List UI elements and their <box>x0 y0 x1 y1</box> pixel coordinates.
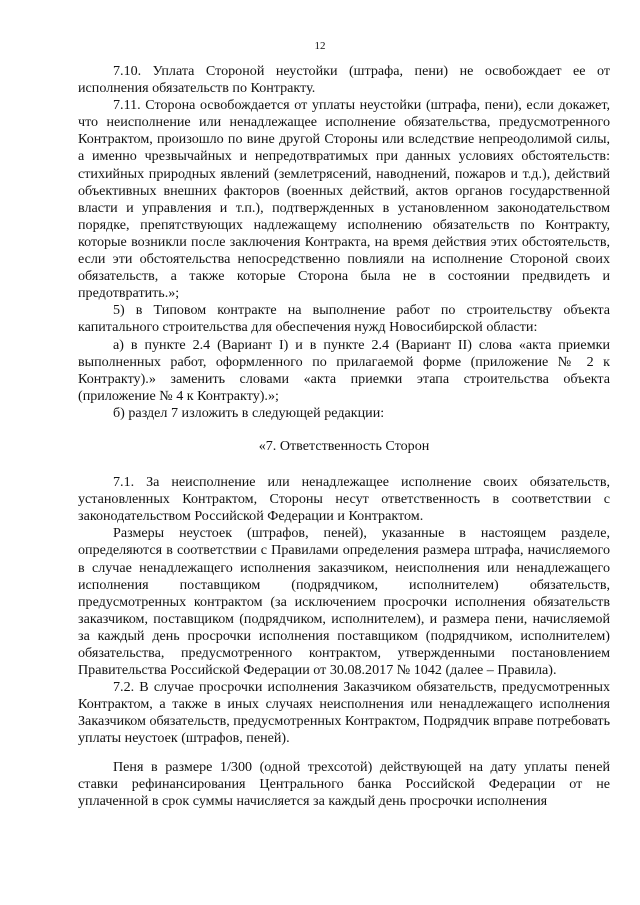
paragraph-penalty-rate: Пеня в размере 1/300 (одной трехсотой) действующей на дату уплаты пеней ставки рефинансирования Центрального банка Российской Федерации от не уплаченной в срок суммы начисляется за каждый день просрочки исполнения <box>78 758 610 809</box>
paragraph-7-1: 7.1. За неисполнение или ненадлежащее исполнение своих обязательств, установленных Контрактом, Стороны несут ответственность в соответствии с законодательством Российской Федерации и Контрактом. <box>78 474 610 525</box>
document-body <box>78 63 610 810</box>
paragraph-item-5: 5) в Типовом контракте на выполнение работ по строительству объекта капитального строительства для обеспечения нужд Новосибирской области: <box>78 302 610 336</box>
paragraph-7-2: 7.2. В случае просрочки исполнения Заказчиком обязательств, предусмотренных Контрактом, а также в иных случаях неисполнения или ненадлежащего исполнения Заказчиком обязательств, предусмотренных Контрактом, Подрядчик вправе потребовать уплаты неустоек (штрафов, пеней). <box>78 679 610 747</box>
paragraph-gap <box>78 748 610 759</box>
paragraph-7-11: 7.11. Сторона освобождается от уплаты неустойки (штрафа, пени), если докажет, что неисполнение или ненадлежащее исполнение обязательства, предусмотренного Контрактом, произошло по вине другой Стороны или вследствие непреодолимой силы, а именно чрезвычайных и непредотвратимых при данных условиях обстоятельств: стихийных природных явлений (землетрясений, наводнений, пожаров и т.д.), действий объективных внешних факторов (военных действий, актов органов государственной власти и управления и т.п.), подтвержденных в установленном законодательством порядке, препятствующих надлежащему исполнению обязательств по Контракту, которые возникли после заключения Контракта, на время действия этих обстоятельств, если эти обстоятельства непосредственно повлияли на исполнение Стороной своих обязательств, а также которые Сторона была не в состоянии предвидеть и предотвратить.»; <box>78 97 610 302</box>
paragraph-subitem-b: б) раздел 7 изложить в следующей редакции: <box>113 404 385 421</box>
section-heading: «7. Ответственность Сторон <box>258 437 430 454</box>
paragraph-subitem-a: а) в пункте 2.4 (Вариант I) и в пункте 2.4 (Вариант II) слова «акта приемки выполненных работ, оформленного по прилагаемой форме (приложение № 2 к Контракту).» заменить словами «акта приемки этапа строительства объекта (приложение № 4 к Контракту).»; <box>78 336 610 404</box>
paragraph-7-10: 7.10. Уплата Стороной неустойки (штрафа, пени) не освобождает ее от исполнения обязательств по Контракту. <box>78 63 610 97</box>
paragraph-penalty-sizes: Размеры неустоек (штрафов, пеней), указанные в настоящем разделе, определяются в соответствии с Правилами определения размера штрафа, начисляемого в случае ненадлежащего исполнения заказчиком, неисполнения или ненадлежащего исполнения поставщиком (подрядчиком, исполнителем) обязательств, предусмотренных контрактом (за исключением просрочки исполнения обязательств заказчиком, поставщиком (подрядчиком, исполнителем), и размера пени, начисляемой за каждый день просрочки исполнения поставщиком (подрядчиком, исполнителем) обязательства, предусмотренного контрактом, утвержденными постановлением Правительства Российской Федерации от 30.08.2017 № 1042 (далее – Правила). <box>78 525 610 679</box>
page-number: 12 <box>314 40 326 52</box>
